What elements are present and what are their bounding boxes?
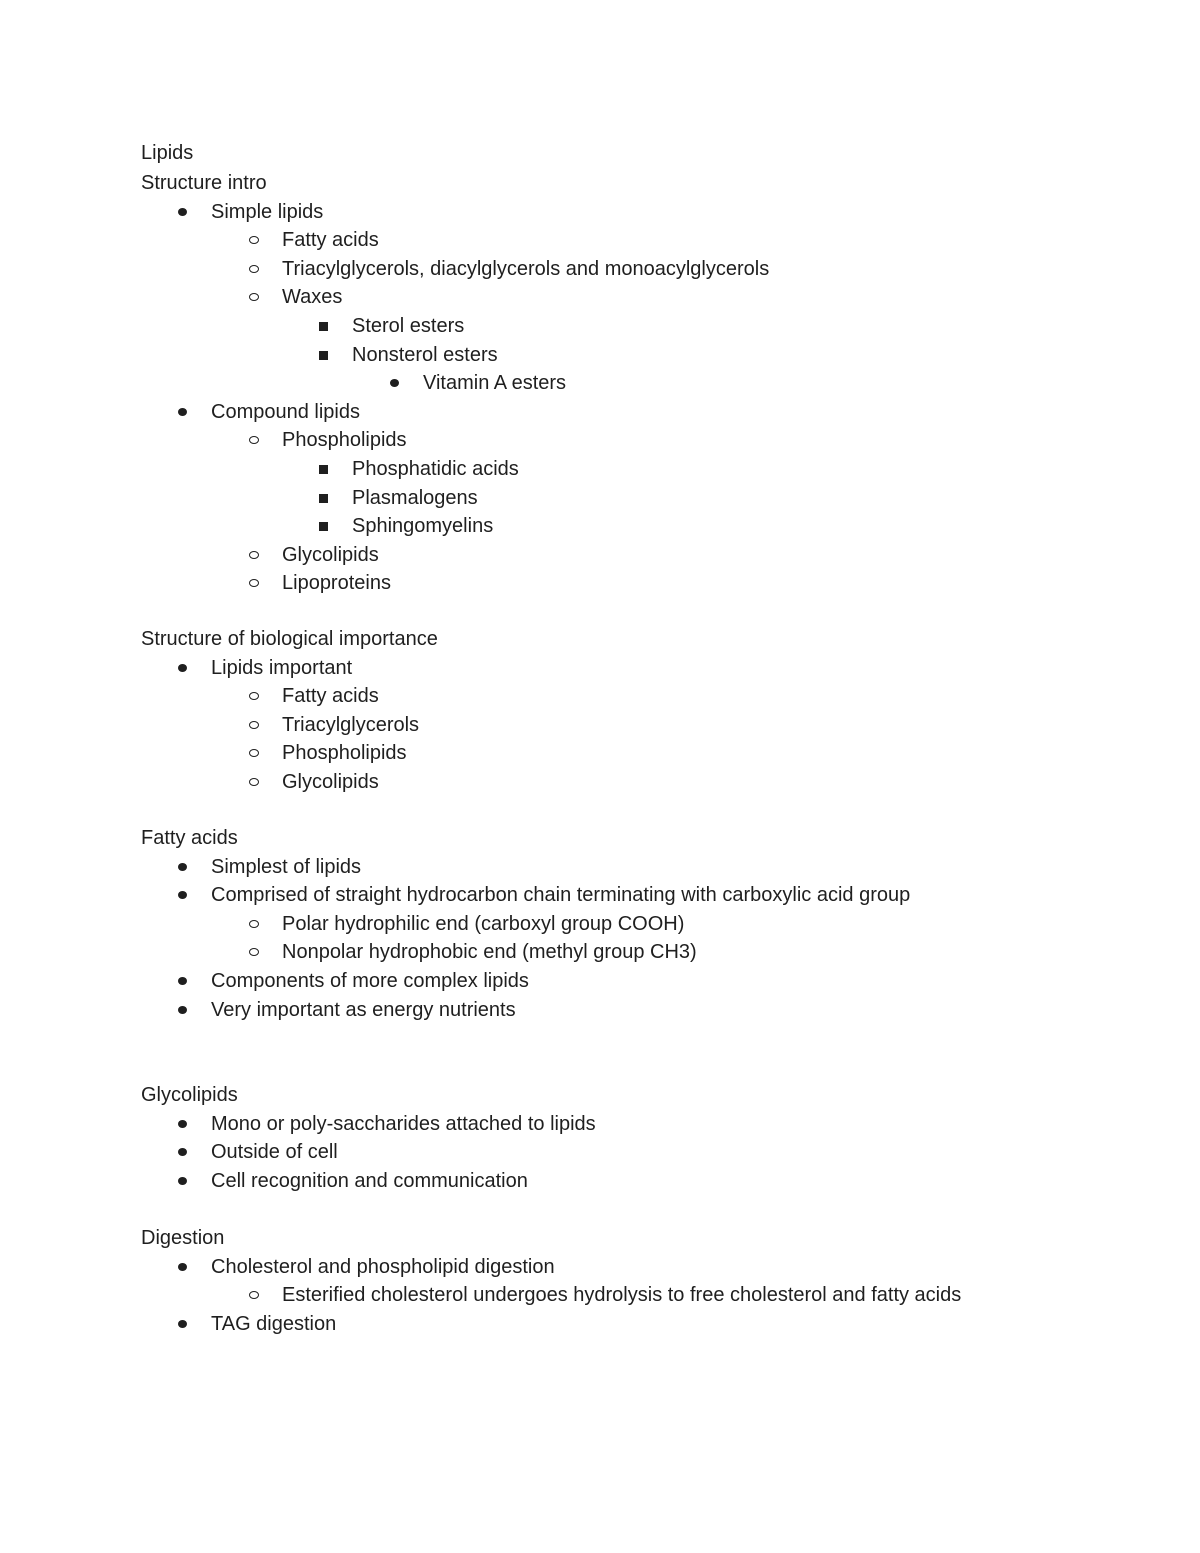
disc-bullet-icon	[175, 1169, 191, 1193]
list-item	[0, 1169, 1200, 1193]
list-item-text: Triacylglycerols, diacylglycerols and monoacylglycerols	[282, 257, 770, 280]
section-heading: Structure of biological importance	[141, 628, 438, 650]
list-item	[0, 200, 1200, 224]
list-item	[0, 371, 1200, 395]
disc-bullet-icon	[175, 969, 191, 993]
square-bullet-icon	[316, 457, 332, 481]
list-item-text: Phospholipids	[282, 429, 407, 452]
circle-bullet-icon	[246, 571, 262, 595]
list-item	[0, 457, 1200, 481]
disc-bullet-icon	[175, 855, 191, 879]
list-item-text: Very important as energy nutrients	[211, 998, 516, 1021]
circle-bullet-icon	[246, 428, 262, 452]
list-item-text: Comprised of straight hydrocarbon chain terminating with carboxylic acid group	[211, 884, 911, 907]
list-item-text: Nonsterol esters	[352, 343, 498, 366]
list-item-text: Lipids important	[211, 656, 353, 679]
square-bullet-icon	[316, 486, 332, 510]
list-item-text: Waxes	[282, 286, 343, 309]
list-item	[0, 486, 1200, 510]
square-bullet-icon	[316, 343, 332, 367]
disc-bullet-icon	[175, 1140, 191, 1164]
list-item-text: Outside of cell	[211, 1141, 338, 1164]
list-item	[0, 1255, 1200, 1279]
disc-bullet-icon	[175, 998, 191, 1022]
list-item	[0, 571, 1200, 595]
circle-bullet-icon	[246, 684, 262, 708]
list-item-text: Lipoproteins	[282, 572, 391, 595]
list-item-text: Glycolipids	[282, 771, 379, 793]
disc-bullet-icon	[175, 200, 191, 224]
circle-bullet-icon	[246, 940, 262, 964]
list-item	[0, 741, 1200, 765]
disc-bullet-icon	[175, 1255, 191, 1279]
list-item	[0, 883, 1200, 907]
list-item	[0, 228, 1200, 252]
list-item-text: Polar hydrophilic end (carboxyl group COOH)	[282, 912, 685, 935]
circle-bullet-icon	[246, 912, 262, 936]
list-item	[0, 257, 1200, 281]
circle-bullet-icon	[246, 770, 262, 794]
list-item	[0, 514, 1200, 538]
list-item-text: Vitamin A esters	[423, 372, 567, 395]
disc-bullet-icon	[175, 883, 191, 907]
section-heading: Structure intro	[141, 172, 267, 194]
section-heading: Digestion	[141, 1227, 225, 1249]
list-item	[0, 969, 1200, 993]
circle-bullet-icon	[246, 543, 262, 567]
list-item	[0, 400, 1200, 424]
list-item-text: Simplest of lipids	[211, 855, 362, 878]
list-item	[0, 770, 1200, 794]
disc-bullet-icon	[175, 656, 191, 680]
list-item-text: Fatty acids	[282, 685, 379, 708]
list-item	[0, 428, 1200, 452]
list-item	[0, 912, 1200, 936]
list-item-text: Sphingomyelins	[352, 515, 494, 538]
list-item	[0, 855, 1200, 879]
list-item	[0, 314, 1200, 338]
list-item	[0, 684, 1200, 708]
circle-bullet-icon	[246, 257, 262, 281]
section-heading: Lipids	[141, 142, 194, 164]
list-item	[0, 285, 1200, 309]
list-item	[0, 713, 1200, 737]
list-item	[0, 656, 1200, 680]
list-item-text: Esterified cholesterol undergoes hydrolysis to free cholesterol and fatty acids	[282, 1284, 962, 1307]
list-item-text: Fatty acids	[282, 229, 379, 252]
list-item-text: Sterol esters	[352, 315, 465, 337]
list-item	[0, 1112, 1200, 1136]
square-bullet-icon	[316, 514, 332, 538]
circle-bullet-icon	[246, 741, 262, 765]
list-item-text: TAG digestion	[211, 1312, 337, 1335]
circle-bullet-icon	[246, 285, 262, 309]
list-item-text: Cell recognition and communication	[211, 1169, 528, 1192]
list-item	[0, 1312, 1200, 1336]
list-item-text: Simple lipids	[211, 200, 324, 223]
list-item-text: Triacylglycerols	[282, 713, 420, 736]
circle-bullet-icon	[246, 713, 262, 737]
list-item-text: Compound lipids	[211, 400, 360, 423]
list-item	[0, 1283, 1200, 1307]
disc-bullet-icon	[175, 400, 191, 424]
list-item-text: Glycolipids	[282, 543, 379, 566]
disc-bullet-icon	[175, 1112, 191, 1136]
list-item	[0, 343, 1200, 367]
list-item	[0, 998, 1200, 1022]
list-item-text: Nonpolar hydrophobic end (methyl group CH3)	[282, 941, 697, 964]
list-item	[0, 940, 1200, 964]
list-item-text: Phospholipids	[282, 742, 407, 765]
disc-bullet-icon	[175, 1312, 191, 1336]
list-item-text: Mono or poly-saccharides attached to lipids	[211, 1112, 596, 1135]
section-heading: Fatty acids	[141, 827, 238, 849]
section-heading: Glycolipids	[141, 1084, 238, 1106]
list-item-text: Phosphatidic acids	[352, 458, 519, 480]
circle-bullet-icon	[246, 1283, 262, 1307]
list-item-text: Cholesterol and phospholipid digestion	[211, 1255, 555, 1278]
list-item	[0, 1140, 1200, 1164]
list-item	[0, 543, 1200, 567]
disc-bullet-icon	[387, 371, 403, 395]
list-item-text: Plasmalogens	[352, 486, 478, 509]
circle-bullet-icon	[246, 228, 262, 252]
square-bullet-icon	[316, 314, 332, 338]
list-item-text: Components of more complex lipids	[211, 970, 529, 992]
